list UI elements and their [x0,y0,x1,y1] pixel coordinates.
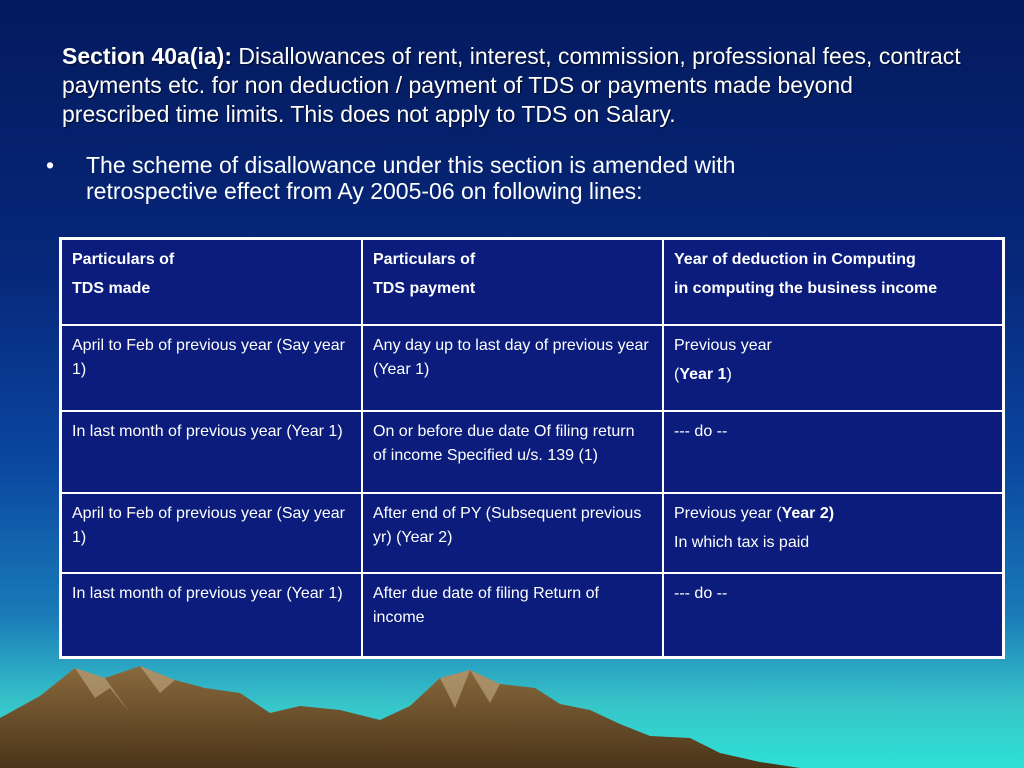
row3-year-of-deduction [663,493,1004,573]
header-c2-line2: TDS payment [373,280,476,297]
tds-disallowance-table [59,237,1005,659]
row1-tds-payment: Any day up to last day of previous year (Year 1) [362,325,663,411]
heading-description: Disallowances of rent, interest, commission, professional fees, contract payments etc. for non deduction / payment of TDS or payments made beyond prescribed time limits. This does not apply to TDS on Salary. [62,43,961,127]
row1-year-of-deduction [663,325,1004,411]
header-cell-year-of-deduction [663,239,1004,326]
header-c3-line2: in computing the business income [674,280,938,297]
table-header-row [61,239,1004,326]
header-c2-line1: Particulars of [373,251,476,268]
table-row [61,411,1004,493]
row2-tds-made: In last month of previous year (Year 1) [61,411,363,493]
table-row [61,325,1004,411]
row1-c3-open: ( [674,366,680,383]
header-cell-tds-made [61,239,363,326]
header-cell-tds-payment [362,239,663,326]
row2-tds-payment: On or before due date Of filing return of income Specified u/s. 139 (1) [362,411,663,493]
table-row [61,573,1004,658]
row3-tds-made: April to Feb of previous year (Say year 1) [61,493,363,573]
header-c1-line2: TDS made [72,280,151,297]
row4-year-of-deduction: --- do -- [663,573,1004,658]
heading-section-label: Section 40a(ia): [62,43,232,69]
row4-tds-made: In last month of previous year (Year 1) [61,573,363,658]
row3-tds-payment: After end of PY (Subsequent previous yr) (Year 2) [362,493,663,573]
bullet-text: The scheme of disallowance under this section is amended with retrospective effect from Ay 2005-06 on following lines: [86,152,736,204]
row1-c3-line2 [674,363,992,387]
slide-heading [62,42,962,129]
row1-c3-line1: Previous year [674,337,772,354]
row1-c3-bold: Year 1 [679,366,727,383]
header-c3-line1: Year of deduction in Computing [674,251,916,268]
row4-tds-payment: After due date of filing Return of income [362,573,663,658]
row1-c3-close: ) [726,366,732,383]
row1-tds-made: April to Feb of previous year (Say year 1) [61,325,363,411]
row3-c3-line1 [674,502,992,526]
header-c1-line1: Particulars of [72,251,175,268]
bullet-icon: • [46,152,55,178]
row2-year-of-deduction: --- do -- [663,411,1004,493]
row3-c3-line2: In which tax is paid [674,534,810,551]
mountain-shape [0,666,800,768]
mountain-range-decoration [0,658,1024,768]
row3-c3-pre: Previous year ( [674,505,782,522]
row3-c3-bold: Year 2) [781,505,835,522]
table-row [61,493,1004,573]
